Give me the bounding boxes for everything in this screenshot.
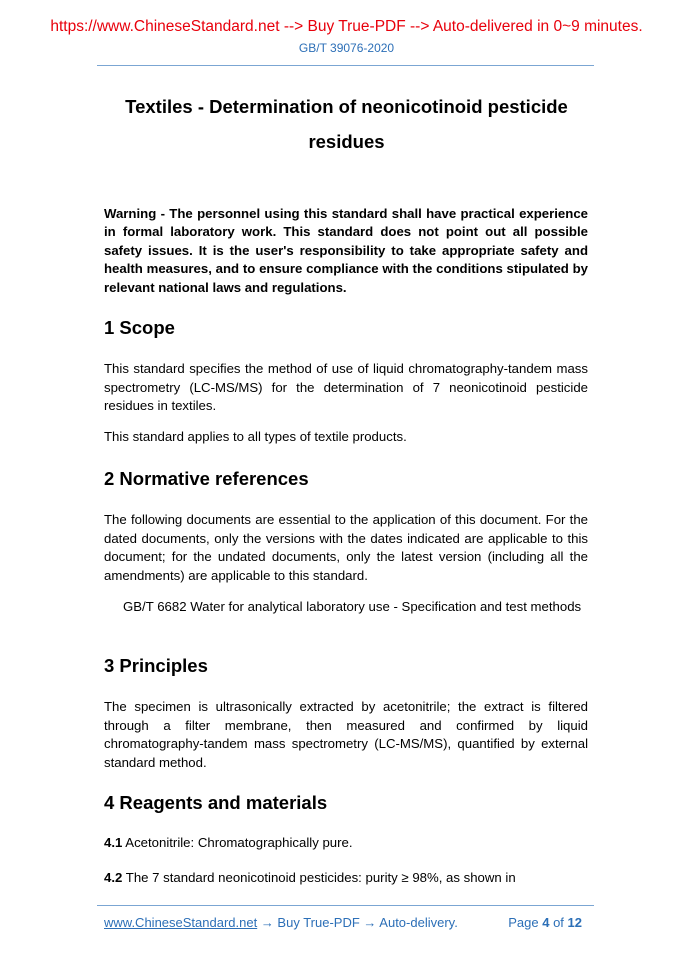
footer-promo-text: → Buy True-PDF → Auto-delivery.	[257, 915, 458, 930]
reagent-item-4-1	[104, 834, 588, 853]
reagent-item-number: 4.1	[104, 835, 123, 850]
reagent-item-text: Acetonitrile: Chromatographically pure.	[125, 835, 353, 850]
normative-reference-item: GB/T 6682 Water for analytical laboratory use - Specification and test methods	[123, 599, 582, 614]
page-label: Page	[508, 915, 539, 930]
section-heading-principles: 3 Principles	[104, 655, 208, 676]
page-title	[104, 89, 589, 159]
header-divider	[97, 65, 594, 66]
scope-paragraph-2: This standard applies to all types of textile products.	[104, 429, 407, 444]
principles-paragraph-1: The specimen is ultrasonically extracted by acetonitrile; the extract is filtered through a filter membrane, then measured and confirmed by liquid chromatography-tandem mass spectrometry (LC-MS/MS), quantified by external standard method.	[104, 699, 588, 770]
title-line-2: residues	[308, 131, 385, 152]
current-page-number: 4	[542, 915, 550, 930]
total-pages: 12	[567, 915, 582, 930]
top-banner-link[interactable]: https://www.ChineseStandard.net --> Buy True-PDF --> Auto-delivered in 0~9 minutes.	[50, 18, 643, 35]
section-heading-scope: 1 Scope	[104, 317, 175, 338]
section-heading-normative-references: 2 Normative references	[104, 468, 309, 489]
normative-paragraph-1: The following documents are essential to the application of this document. For the dated documents, only the versions with the dates indicated are applicable to this document; for the undated documents, only the latest version (including all the amendments) are applicable to this standard.	[104, 512, 588, 583]
reagent-item-text: The 7 standard neonicotinoid pesticides: purity ≥ 98%, as shown in	[125, 870, 516, 885]
footer-divider	[97, 905, 594, 906]
footer-promo	[104, 915, 458, 930]
scope-paragraph-1: This standard specifies the method of use of liquid chromatography-tandem mass spectrometry (LC-MS/MS) for the determination of 7 neonicotinoid pesticide residues in textiles.	[104, 361, 588, 413]
document-id: GB/T 39076-2020	[298, 41, 395, 55]
page-number	[508, 915, 582, 930]
title-line-1: Textiles - Determination of neonicotinoid pesticide	[125, 96, 568, 117]
section-heading-reagents: 4 Reagents and materials	[104, 792, 328, 813]
of-label: of	[553, 915, 564, 930]
reagent-item-number: 4.2	[104, 870, 123, 885]
footer-website-link[interactable]: www.ChineseStandard.net	[104, 915, 258, 930]
reagent-item-4-2	[104, 869, 588, 888]
warning-paragraph: Warning - The personnel using this standard shall have practical experience in formal laboratory work. This standard does not point out all possible safety issues. It is the user's responsibility to take appropriate safety and health measures, and to ensure compliance with the conditions stipulated by relevant national laws and regulations.	[104, 206, 588, 295]
